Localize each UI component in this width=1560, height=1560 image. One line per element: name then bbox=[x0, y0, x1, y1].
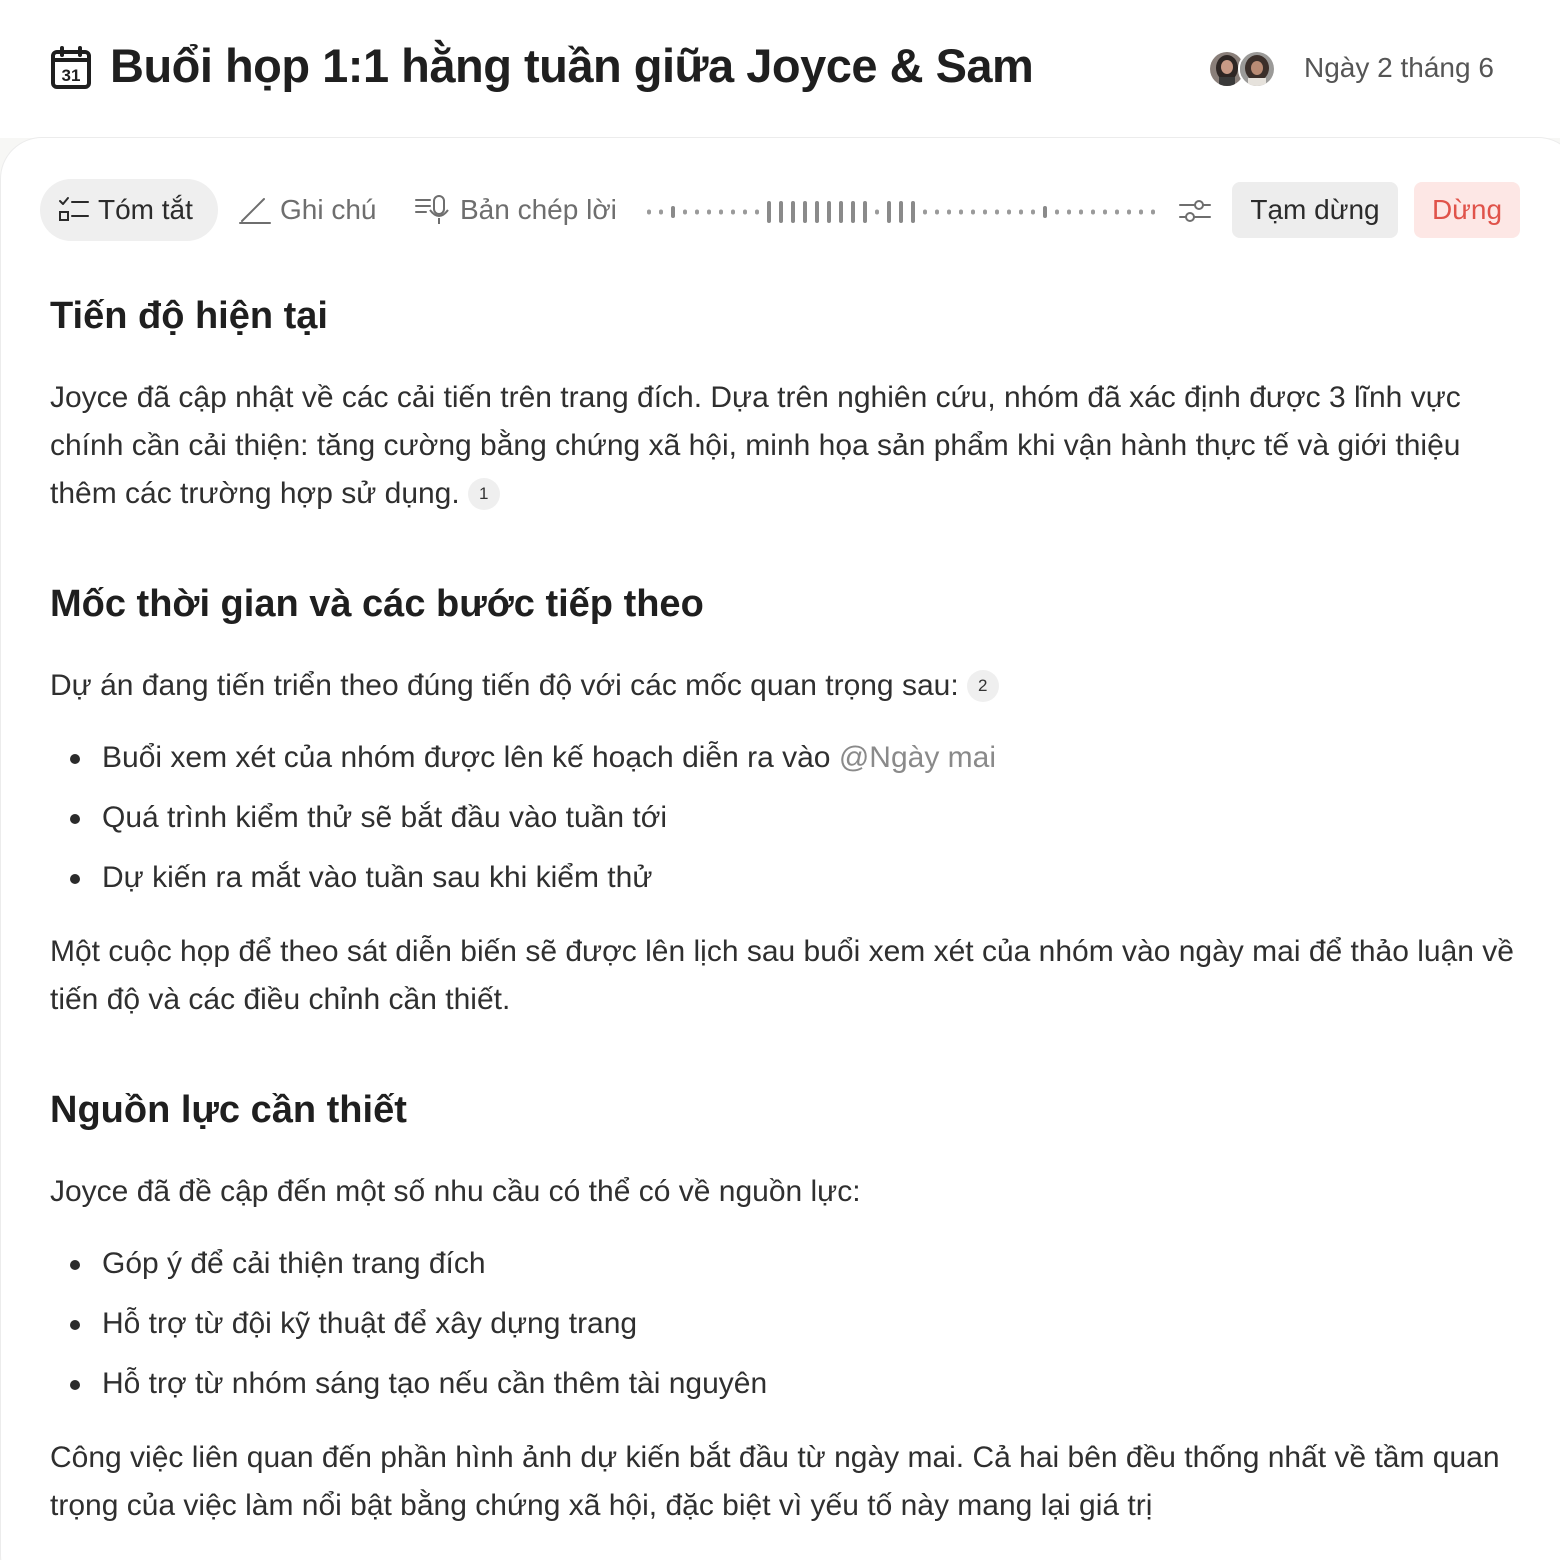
waveform-bar bbox=[815, 201, 819, 223]
section-heading-progress: Tiến độ hiện tại bbox=[50, 295, 328, 337]
timeline-intro-text: Dự án đang tiến triển theo đúng tiến độ với các mốc quan trọng sau: bbox=[50, 669, 959, 702]
page-header bbox=[0, 0, 1560, 138]
waveform-bar bbox=[887, 201, 891, 223]
progress-paragraph bbox=[50, 374, 1530, 518]
sliders-icon[interactable] bbox=[1178, 196, 1212, 226]
waveform-bar bbox=[851, 201, 855, 223]
closing-paragraph: Công việc liên quan đến phần hình ảnh dự kiến bắt đầu từ ngày mai. Cả hai bên đều thống nhất về tầm quan trọng của việc làm nổi bật bằng chứng xã hội, đặc biệt vì yếu tố này mang lại giá trị bbox=[50, 1441, 1500, 1522]
resources-list bbox=[50, 1234, 1530, 1414]
waveform-bar bbox=[827, 201, 831, 223]
waveform-bar bbox=[947, 210, 951, 215]
timeline-intro bbox=[50, 662, 1530, 710]
waveform-bar bbox=[875, 210, 879, 215]
waveform-bar bbox=[1127, 210, 1131, 215]
waveform-bar bbox=[779, 201, 783, 223]
waveform-bar bbox=[1055, 210, 1059, 215]
waveform-bar bbox=[731, 210, 735, 215]
waveform-bar bbox=[1091, 210, 1095, 215]
waveform-bar bbox=[1019, 210, 1023, 215]
tab-transcript-label: Bản chép lời bbox=[460, 194, 617, 225]
tab-summary[interactable] bbox=[40, 179, 218, 241]
waveform-bar bbox=[1067, 210, 1071, 215]
waveform-bar bbox=[1103, 210, 1107, 215]
timeline-list bbox=[50, 728, 1530, 908]
tab-transcript[interactable] bbox=[414, 179, 617, 241]
microphone-icon bbox=[414, 194, 452, 226]
waveform-bar bbox=[659, 210, 663, 215]
citation-badge[interactable]: 2 bbox=[967, 670, 999, 702]
citation-badge[interactable]: 1 bbox=[468, 478, 500, 510]
waveform-bar bbox=[911, 201, 915, 223]
waveform-bar bbox=[1139, 210, 1143, 215]
waveform-bar bbox=[1115, 210, 1119, 215]
audio-waveform bbox=[645, 196, 1165, 228]
resources-intro: Joyce đã đề cập đến một số nhu cầu có thể có về nguồn lực: bbox=[50, 1175, 861, 1208]
list-item-text: Buổi xem xét của nhóm được lên kế hoạch diễn ra vào bbox=[102, 741, 831, 774]
tab-summary-label: Tóm tắt bbox=[98, 194, 193, 225]
list-item: Hỗ trợ từ nhóm sáng tạo nếu cần thêm tài nguyên bbox=[50, 1354, 1530, 1414]
waveform-bar bbox=[935, 210, 939, 215]
calendar-icon bbox=[50, 46, 92, 90]
waveform-bar bbox=[863, 201, 867, 223]
checklist-icon bbox=[58, 195, 90, 225]
waveform-bar bbox=[1007, 210, 1011, 215]
pencil-icon bbox=[238, 195, 272, 225]
waveform-bar bbox=[743, 210, 747, 215]
waveform-bar bbox=[995, 210, 999, 215]
waveform-bar bbox=[1079, 210, 1083, 215]
waveform-bar bbox=[683, 210, 687, 215]
waveform-bar bbox=[695, 210, 699, 215]
meeting-date: Ngày 2 tháng 6 bbox=[1304, 52, 1494, 83]
date-mention[interactable]: @Ngày mai bbox=[838, 741, 997, 774]
timeline-followup: Một cuộc họp để theo sát diễn biến sẽ được lên lịch sau buổi xem xét của nhóm vào ngày mai để thảo luận về tiến độ và các điều chỉnh cần thiết. bbox=[50, 935, 1514, 1016]
waveform-bar bbox=[647, 210, 651, 215]
waveform-bar bbox=[971, 210, 975, 215]
waveform-bar bbox=[899, 201, 903, 223]
progress-text: Joyce đã cập nhật về các cải tiến trên trang đích. Dựa trên nghiên cứu, nhóm đã xác định được 3 lĩnh vực chính cần cải thiện: tăng cường bằng chứng xã hội, minh họa sản phẩm khi vận hành thực tế và giới thiệu thêm các trường hợp sử dụng. bbox=[50, 381, 1461, 510]
waveform-bar bbox=[959, 210, 963, 215]
waveform-bar bbox=[791, 201, 795, 223]
waveform-bar bbox=[983, 210, 987, 215]
list-item: Hỗ trợ từ đội kỹ thuật để xây dựng trang bbox=[50, 1294, 1530, 1354]
page-title: Buổi họp 1:1 hằng tuần giữa Joyce & Sam bbox=[110, 39, 1034, 92]
summary-content bbox=[50, 290, 1530, 1530]
list-item bbox=[50, 728, 1530, 788]
stop-button[interactable]: Dừng bbox=[1414, 182, 1520, 238]
section-heading-resources: Nguồn lực cần thiết bbox=[50, 1089, 407, 1131]
list-item: Quá trình kiểm thử sẽ bắt đầu vào tuần tới bbox=[50, 788, 1530, 848]
waveform-bar bbox=[1151, 210, 1155, 215]
waveform-bar bbox=[923, 210, 927, 215]
tab-notes[interactable] bbox=[238, 179, 377, 241]
waveform-bar bbox=[755, 210, 759, 215]
calendar-icon-number: 31 bbox=[61, 66, 81, 85]
waveform-bar bbox=[719, 210, 723, 215]
pause-button[interactable]: Tạm dừng bbox=[1232, 182, 1398, 238]
waveform-bar bbox=[1031, 210, 1035, 215]
waveform-bar bbox=[671, 206, 675, 218]
waveform-bar bbox=[707, 210, 711, 215]
list-item: Góp ý để cải thiện trang đích bbox=[50, 1234, 1530, 1294]
waveform-bar bbox=[767, 201, 771, 223]
waveform-bar bbox=[839, 201, 843, 223]
participants-avatars[interactable] bbox=[1208, 50, 1280, 88]
avatar[interactable] bbox=[1238, 50, 1276, 88]
tab-notes-label: Ghi chú bbox=[280, 194, 377, 225]
waveform-bar bbox=[1043, 206, 1047, 218]
section-heading-timeline: Mốc thời gian và các bước tiếp theo bbox=[50, 583, 704, 625]
list-item: Dự kiến ra mắt vào tuần sau khi kiểm thử bbox=[50, 848, 1530, 908]
waveform-bar bbox=[803, 201, 807, 223]
